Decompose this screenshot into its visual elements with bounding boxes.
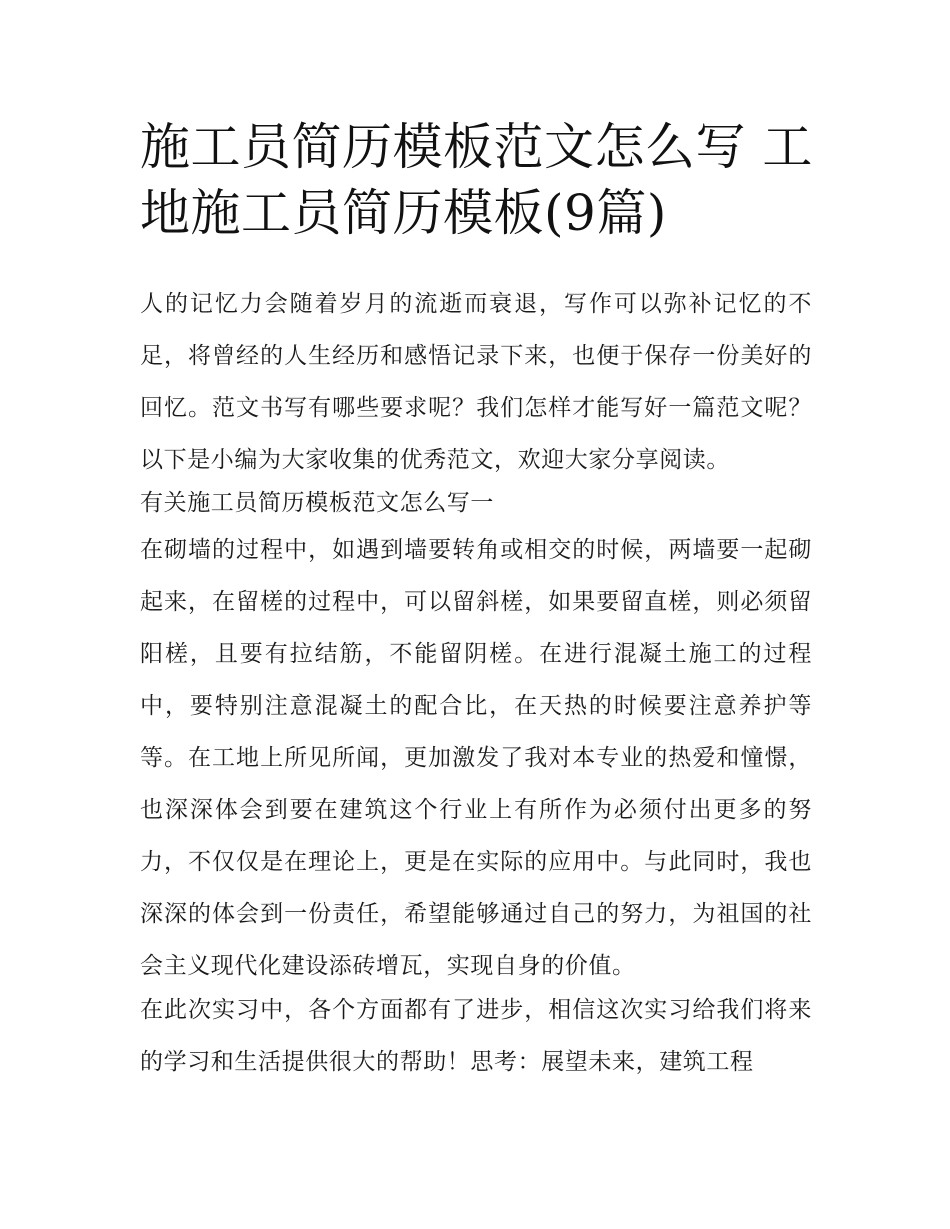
- intro-paragraph: 人的记忆力会随着岁月的流逝而衰退，写作可以弥补记忆的不足，将曾经的人生经历和感悟记录下来，也便于保存一份美好的回忆。范文书写有哪些要求呢？我们怎样才能写好一篇范文呢？以下是小编为大家收集的优秀范文，欢迎大家分享阅读。: [140, 291, 812, 473]
- body-paragraph-2: 在此次实习中，各个方面都有了进步，相信这次实习给我们将来的学习和生活提供很大的帮助！思考：展望未来，建筑工程: [140, 997, 812, 1075]
- body-paragraph-1: 在砌墙的过程中，如遇到墙要转角或相交的时候，两墙要一起砌起来，在留槎的过程中，可以留斜槎，如果要留直槎，则必须留阳槎，且要有拉结筋，不能留阴槎。在进行混凝土施工的过程中，要特别注意混凝土的配合比，在天热的时候要注意养护等等。在工地上所见所闻，更加激发了我对本专业的热爱和憧憬，也深深体会到要在建筑这个行业上有所作为必须付出更多的努力，不仅仅是在理论上，更是在实际的应用中。与此同时，我也深深的体会到一份责任，希望能够通过自己的努力，为祖国的社会主义现代化建设添砖增瓦，实现自身的价值。: [140, 537, 812, 979]
- document-title: 施工员简历模板范文怎么写 工地施工员简历模板(9篇): [140, 118, 813, 242]
- section-heading: 有关施工员简历模板范文怎么写一: [140, 490, 494, 516]
